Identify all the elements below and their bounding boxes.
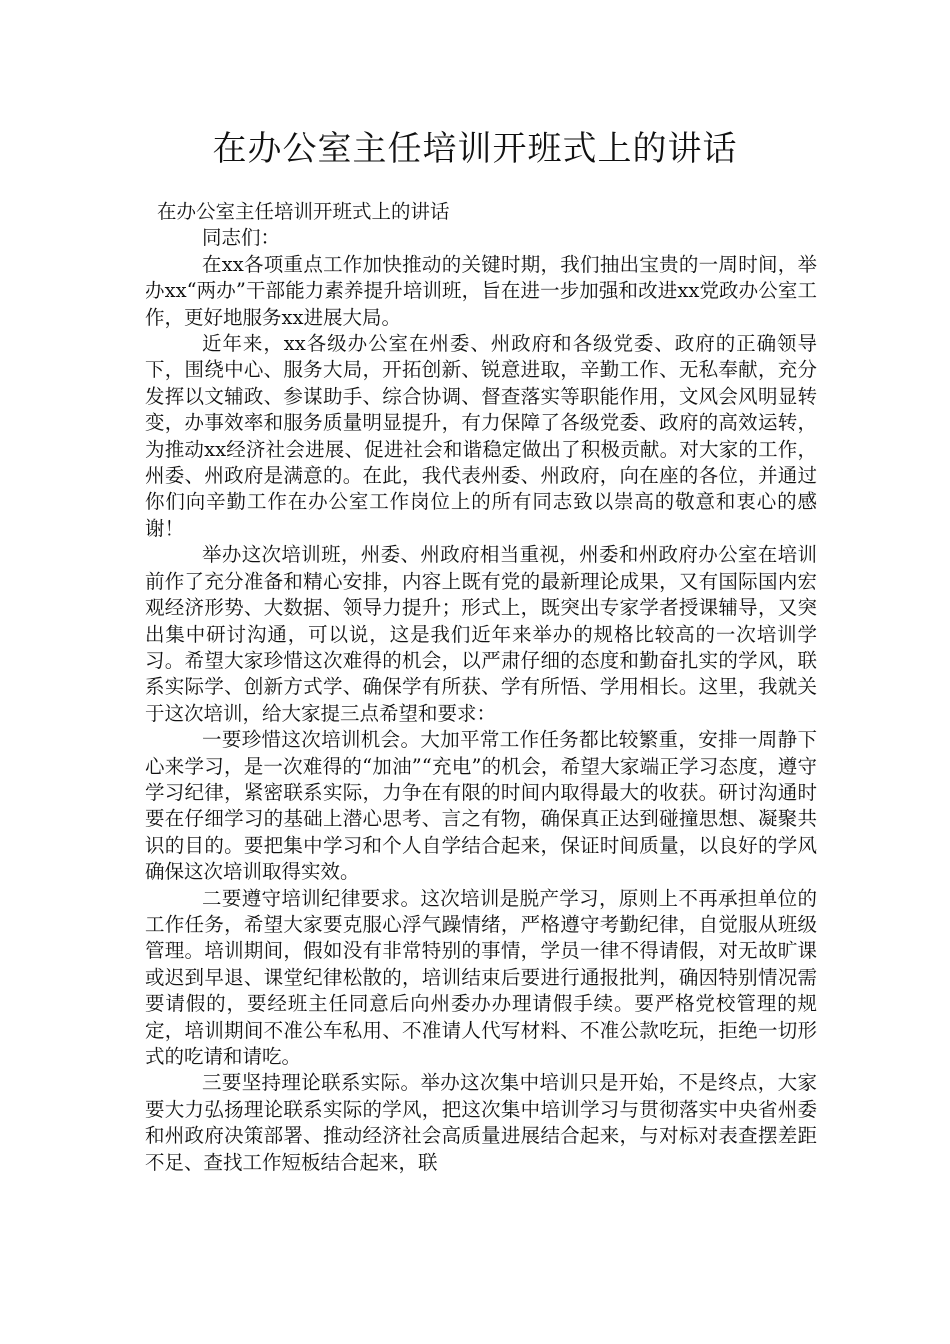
document-title: 在办公室主任培训开班式上的讲话	[212, 129, 738, 169]
paragraph-achievements: 近年来，xx各级办公室在州委、州政府和各级党委、政府的正确领导下，围绕中心、服务大局，开拓创新、锐意进取，辛勤工作、无私奉献，充分发挥以文辅政、参谋助手、综合协调、督查落实等职能作用，文风会风明显转变，办事效率和服务质量明显提升，有力保障了各级党委、政府的高效运转，为推动xx经济社会进展、促进社会和谐稳定做出了积极贡献。对大家的工作，州委、州政府是满意的。在此，我代表州委、州政府，向在座的各位，并通过你们向辛勤工作在办公室工作岗位上的所有同志致以崇高的敬意和衷心的感谢！	[145, 332, 817, 540]
paragraph-training-overview: 举办这次培训班，州委、州政府相当重视，州委和州政府办公室在培训前作了充分准备和精心安排，内容上既有党的最新理论成果，又有国际国内宏观经济形势、大数据、领导力提升；形式上，既突出专家学者授课辅导，又突出集中研讨沟通，可以说，这是我们近年来举办的规格比较高的一次培训学习。希望大家珍惜这次难得的机会，以严肃仔细的态度和勤奋扎实的学风，联系实际学、创新方式学、确保学有所获、学有所悟、学用相长。这里，我就关于这次培训，给大家提三点希望和要求：	[145, 543, 817, 725]
paragraph-requirement-two: 二要遵守培训纪律要求。这次培训是脱产学习，原则上不再承担单位的工作任务，希望大家要克服心浮气躁情绪，严格遵守考勤纪律，自觉服从班级管理。培训期间，假如没有非常特别的事情，学员一律不得请假，对无故旷课或迟到早退、课堂纪律松散的，培训结束后要进行通报批判，确因特别情况需要请假的，要经班主任同意后向州委办办理请假手续。要严格党校管理的规定，培训期间不准公车私用、不准请人代写材料、不准公款吃玩，拒绝一切形式的吃请和请吃。	[145, 886, 817, 1068]
paragraph-requirement-three: 三要坚持理论联系实际。举办这次集中培训只是开始，不是终点，大家要大力弘扬理论联系实际的学风，把这次集中培训学习与贯彻落实中央省州委和州政府决策部署、推动经济社会高质量进展结合起来，与对标对表查摆差距不足、查找工作短板结合起来，联	[145, 1071, 817, 1174]
paragraph-intro: 在xx各项重点工作加快推动的关键时期，我们抽出宝贵的一周时间，举办xx“两办”干部能力素养提升培训班，旨在进一步加强和改进xx党政办公室工作，更好地服务xx进展大局。	[145, 252, 817, 329]
salutation: 同志们：	[202, 226, 281, 250]
document-subtitle: 在办公室主任培训开班式上的讲话	[157, 200, 450, 223]
document-body	[145, 199, 817, 1176]
paragraph-requirement-one: 一要珍惜这次培训机会。大加平常工作任务都比较繁重，安排一周静下心来学习，是一次难得的“加油”“充电”的机会，希望大家端正学习态度，遵守学习纪律，紧密联系实际，力争在有限的时间内取得最大的收获。研讨沟通时要在仔细学习的基础上潜心思考、言之有物，确保真正达到碰撞思想、凝聚共识的目的。要把集中学习和个人自学结合起来，保证时间质量，以良好的学风确保这次培训取得实效。	[145, 728, 817, 884]
